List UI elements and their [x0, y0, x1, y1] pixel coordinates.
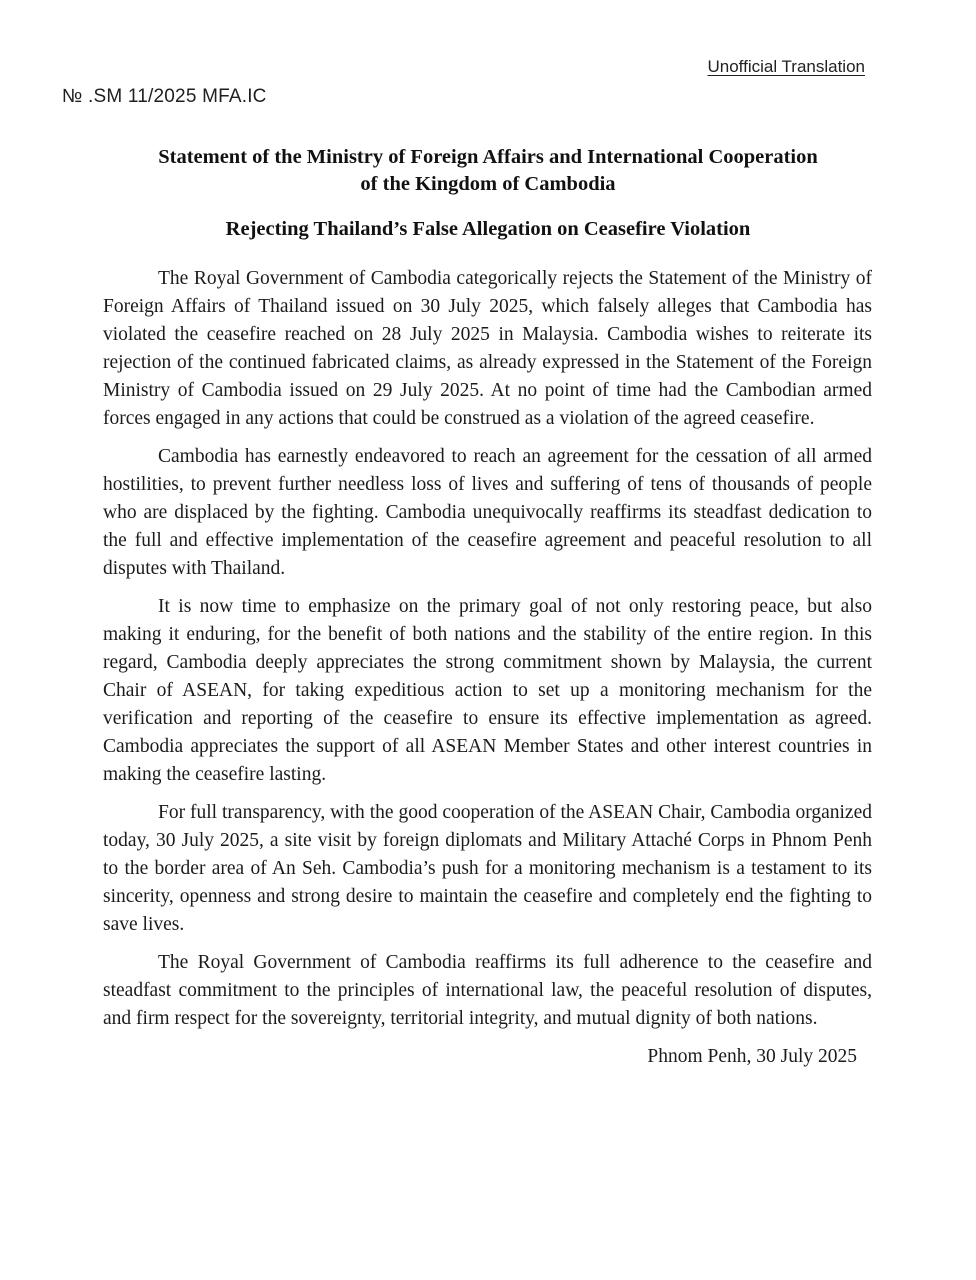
document-body — [0, 265, 976, 1071]
reference-number: № .SM 11/2025 MFA.IC — [62, 86, 267, 107]
paragraph-3: It is now time to emphasize on the primary goal of not only restoring peace, but also making it enduring, for the benefit of both nations and the stability of the entire region. In this regard, Cambodia deeply appreciates the strong commitment shown by Malaysia, the current Chair of ASEAN, for taking expeditious action to set up a monitoring mechanism for the verification and reporting of the ceasefire to ensure its effective implementation as agreed. Cambodia appreciates the support of all ASEAN Member States and other interest countries in making the ceasefire lasting. — [103, 596, 872, 785]
translation-note: Unofficial Translation — [707, 57, 865, 76]
paragraph-5: The Royal Government of Cambodia reaffirms its full adherence to the ceasefire and steadfast commitment to the principles of international law, the peaceful resolution of disputes, and firm respect for the sovereignty, territorial integrity, and mutual dignity of both nations. — [103, 952, 872, 1029]
paragraph-4: For full transparency, with the good cooperation of the ASEAN Chair, Cambodia organized today, 30 July 2025, a site visit by foreign diplomats and Military Attaché Corps in Phnom Penh to the border area of An Seh. Cambodia’s push for a monitoring mechanism is a testament to its sincerity, openness and strong desire to maintain the ceasefire and completely end the fighting to save lives. — [103, 802, 872, 935]
title-line-1: Statement of the Ministry of Foreign Affairs and International Cooperation — [158, 146, 818, 168]
title-line-2: of the Kingdom of Cambodia — [360, 173, 616, 195]
document-title — [0, 144, 976, 198]
paragraph-2: Cambodia has earnestly endeavored to reach an agreement for the cessation of all armed hostilities, to prevent further needless loss of lives and suffering of tens of thousands of people who are displaced by the fighting. Cambodia unequivocally reaffirms its steadfast dedication to the full and effective implementation of the ceasefire agreement and peaceful resolution to all disputes with Thailand. — [103, 446, 872, 579]
translation-note-row — [0, 57, 976, 77]
document-subtitle: Rejecting Thailand’s False Allegation on Ceasefire Violation — [225, 218, 751, 240]
paragraph-1: The Royal Government of Cambodia categorically rejects the Statement of the Ministry of Foreign Affairs of Thailand issued on 30 July 2025, which falsely alleges that Cambodia has violated the ceasefire reached on 28 July 2025 in Malaysia. Cambodia wishes to reiterate its rejection of the continued fabricated claims, as already expressed in the Statement of the Foreign Ministry of Cambodia issued on 29 July 2025. At no point of time had the Cambodian armed forces engaged in any actions that could be construed as a violation of the agreed ceasefire. — [103, 268, 872, 429]
dateline: Phnom Penh, 30 July 2025 — [647, 1046, 857, 1067]
